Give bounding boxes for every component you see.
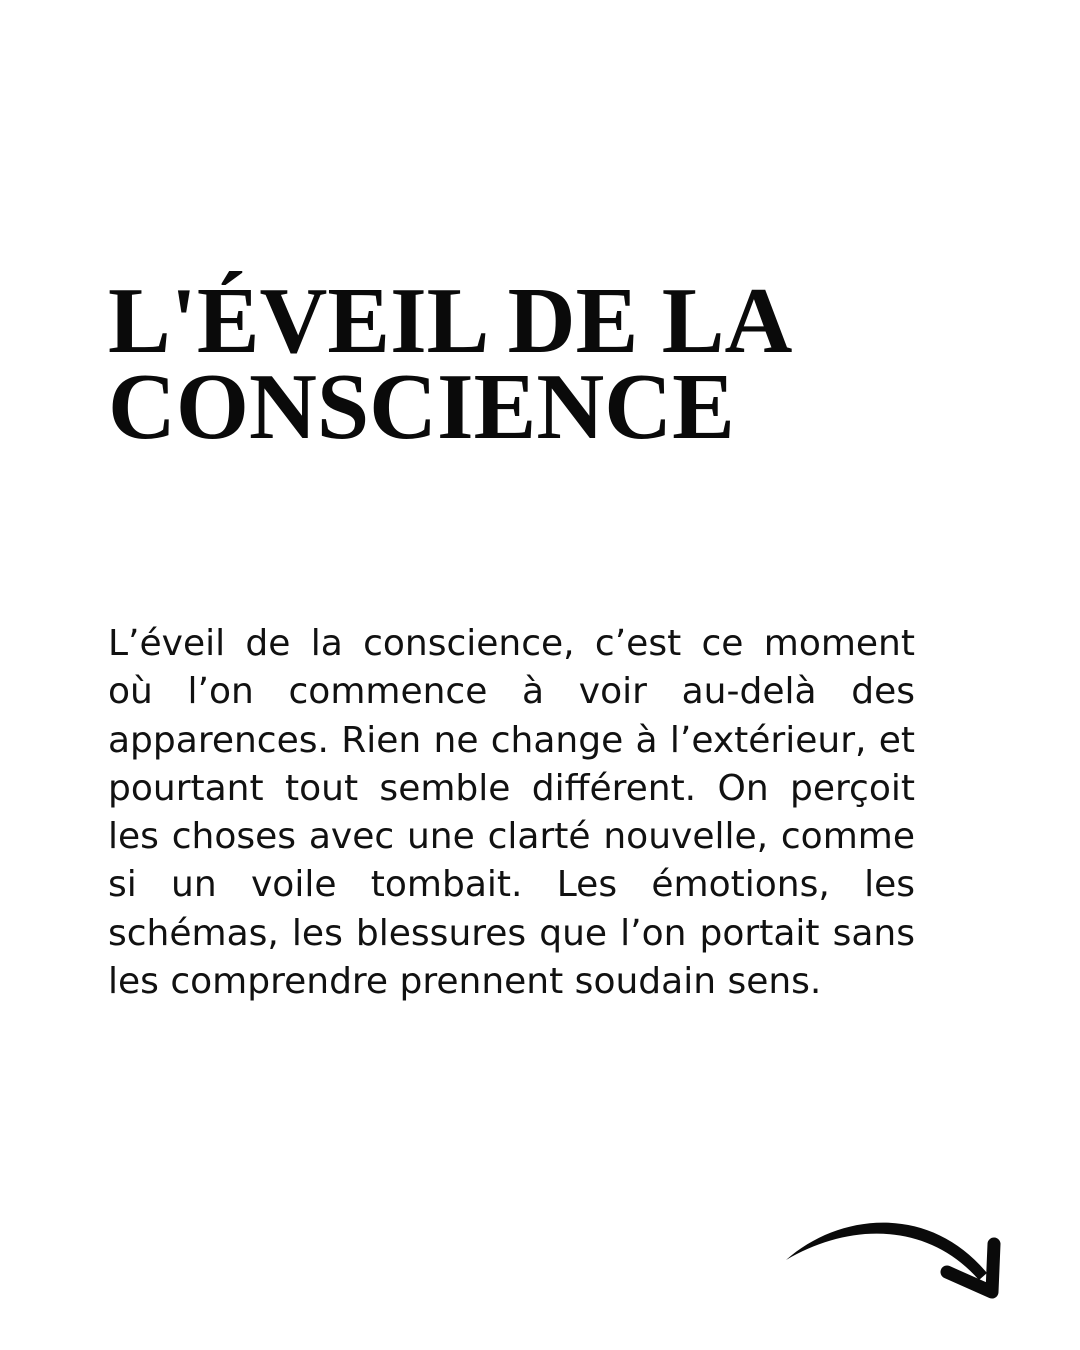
curved-arrow-right-icon — [780, 1210, 1010, 1310]
title-line-1: L'ÉVEIL DE LA — [108, 269, 793, 373]
page-title — [108, 269, 988, 459]
next-slide-button[interactable] — [780, 1210, 1010, 1310]
body-paragraph: L’éveil de la conscience, c’est ce moment où l’on commence à voir au-delà des apparences. Rien ne change à l’extérieur, et pourtant tout semble différent. On perçoit les choses avec une clarté nouvelle, comme si un voile tombait. Les émotions, les schémas, les blessures que l’on portait sans les comprendre prennent soudain sens. — [108, 623, 915, 1003]
title-line-2: CONSCIENCE — [108, 355, 735, 459]
